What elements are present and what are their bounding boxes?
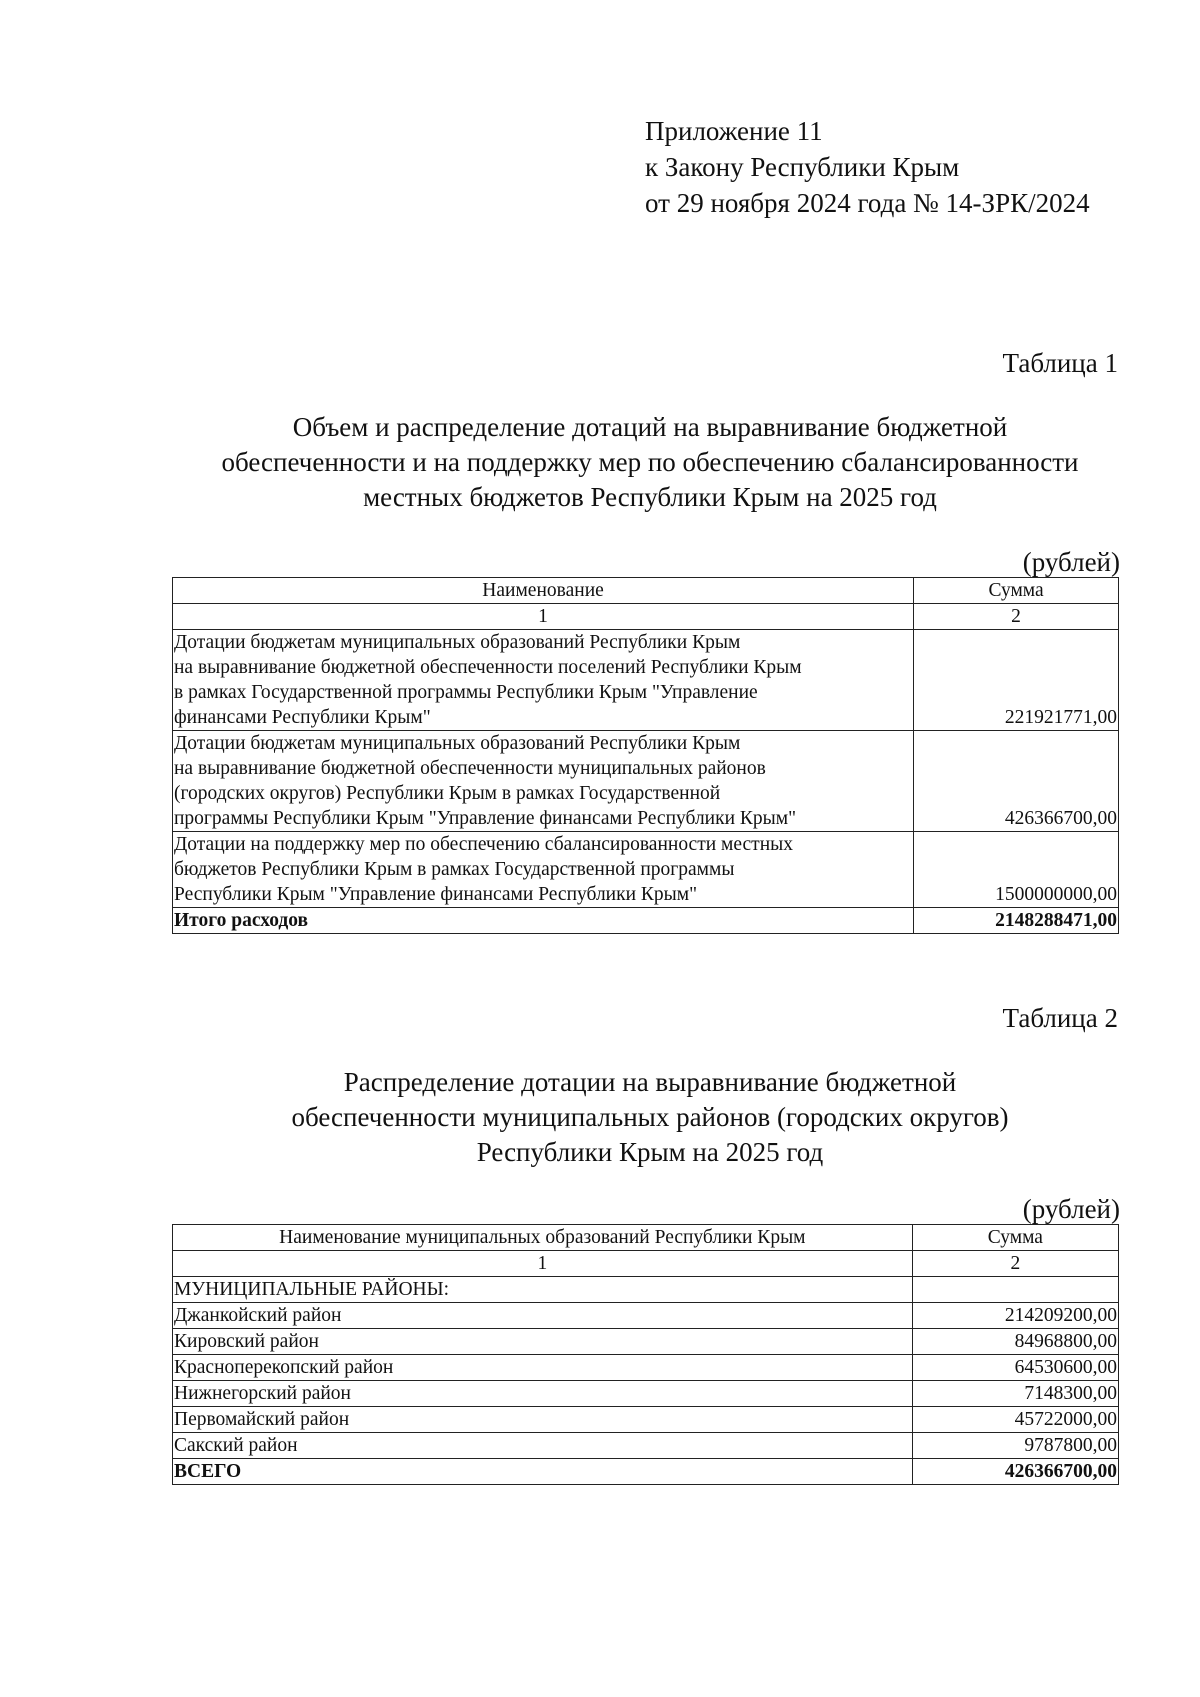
- table-row: [173, 1303, 1119, 1329]
- district-sum: 45722000,00: [912, 1407, 1118, 1433]
- law-reference: к Закону Республики Крым: [645, 152, 960, 182]
- table-row: [173, 1381, 1119, 1407]
- total-sum: 426366700,00: [912, 1459, 1118, 1485]
- table2-col-num1: 1: [173, 1251, 913, 1277]
- row-name-line: на выравнивание бюджетной обеспеченности поселений Республики Крым: [174, 657, 802, 678]
- table1-col-num1: 1: [173, 604, 914, 630]
- table2-title-line: обеспеченности муниципальных районов (городских округов): [291, 1102, 1009, 1132]
- row-sum: 426366700,00: [914, 731, 1119, 832]
- district-name: Первомайский район: [173, 1407, 913, 1433]
- table2-total-row: [173, 1459, 1119, 1485]
- district-sum: 84968800,00: [912, 1329, 1118, 1355]
- table-row: [173, 630, 1119, 731]
- table2-units: (рублей): [1022, 1194, 1120, 1224]
- table1-col-sum: Сумма: [914, 578, 1119, 604]
- appendix-number: Приложение 11: [645, 116, 823, 146]
- row-name: [173, 731, 914, 832]
- table2-title-line: Распределение дотации на выравнивание бюджетной: [343, 1067, 957, 1097]
- district-sum: 9787800,00: [912, 1433, 1118, 1459]
- district-sum: 214209200,00: [912, 1303, 1118, 1329]
- row-name-line: программы Республики Крым "Управление финансами Республики Крым": [174, 808, 797, 829]
- total-sum: 2148288471,00: [914, 908, 1119, 934]
- district-name: Нижнегорский район: [173, 1381, 913, 1407]
- row-name-line: Республики Крым "Управление финансами Республики Крым": [174, 884, 698, 905]
- row-name-line: бюджетов Республики Крым в рамках Государственной программы: [174, 859, 735, 880]
- table2-label: Таблица 2: [1002, 1003, 1118, 1033]
- row-name: [173, 630, 914, 731]
- district-sum: 7148300,00: [912, 1381, 1118, 1407]
- row-name-line: (городских округов) Республики Крым в рамках Государственной: [174, 783, 721, 804]
- district-name: Сакский район: [173, 1433, 913, 1459]
- table1-title-line: местных бюджетов Республики Крым на 2025 год: [363, 482, 937, 512]
- table1-title: [130, 410, 1170, 515]
- table1-col-num2: 2: [914, 604, 1119, 630]
- row-name-line: Дотации на поддержку мер по обеспечению сбалансированности местных: [174, 834, 793, 855]
- table1-title-line: Объем и распределение дотаций на выравнивание бюджетной: [292, 412, 1008, 442]
- row-name-line: на выравнивание бюджетной обеспеченности муниципальных районов: [174, 758, 766, 779]
- row-name-line: Дотации бюджетам муниципальных образований Республики Крым: [174, 632, 741, 653]
- table1-label: Таблица 1: [1002, 348, 1118, 378]
- total-label: Итого расходов: [173, 908, 914, 934]
- row-sum: 221921771,00: [914, 630, 1119, 731]
- district-name: Кировский район: [173, 1329, 913, 1355]
- table1-col-name: Наименование: [173, 578, 914, 604]
- table1-title-line: обеспеченности и на поддержку мер по обеспечению сбалансированности: [221, 447, 1079, 477]
- table-row: [173, 731, 1119, 832]
- law-date-number: от 29 ноября 2024 года № 14-ЗРК/2024: [645, 188, 1090, 218]
- table1: [172, 577, 1119, 934]
- table-row: [173, 1433, 1119, 1459]
- district-name: Джанкойский район: [173, 1303, 913, 1329]
- table1-units: (рублей): [1022, 547, 1120, 577]
- table2-title-line: Республики Крым на 2025 год: [476, 1137, 824, 1167]
- row-name: [173, 832, 914, 908]
- table2-number-row: [173, 1251, 1119, 1277]
- row-name-line: финансами Республики Крым": [174, 707, 431, 728]
- document-header: [645, 113, 1090, 221]
- row-name-line: Дотации бюджетам муниципальных образований Республики Крым: [174, 733, 741, 754]
- table-row: [173, 1355, 1119, 1381]
- table2-title: [130, 1065, 1170, 1170]
- table2-col-num2: 2: [912, 1251, 1118, 1277]
- table2: [172, 1224, 1119, 1485]
- row-name-line: в рамках Государственной программы Республики Крым "Управление: [174, 682, 758, 703]
- section-row: [173, 1277, 1119, 1303]
- total-label: ВСЕГО: [173, 1459, 913, 1485]
- table-row: [173, 832, 1119, 908]
- table2-col-sum: Сумма: [912, 1225, 1118, 1251]
- district-sum: 64530600,00: [912, 1355, 1118, 1381]
- row-sum: 1500000000,00: [914, 832, 1119, 908]
- table2-col-name: Наименование муниципальных образований Республики Крым: [173, 1225, 913, 1251]
- section-sum-empty: [912, 1277, 1118, 1303]
- district-name: Красноперекопский район: [173, 1355, 913, 1381]
- table2-header-row: [173, 1225, 1119, 1251]
- table1-number-row: [173, 604, 1119, 630]
- section-label: МУНИЦИПАЛЬНЫЕ РАЙОНЫ:: [173, 1277, 913, 1303]
- table1-total-row: [173, 908, 1119, 934]
- table1-header-row: [173, 578, 1119, 604]
- table-row: [173, 1407, 1119, 1433]
- table-row: [173, 1329, 1119, 1355]
